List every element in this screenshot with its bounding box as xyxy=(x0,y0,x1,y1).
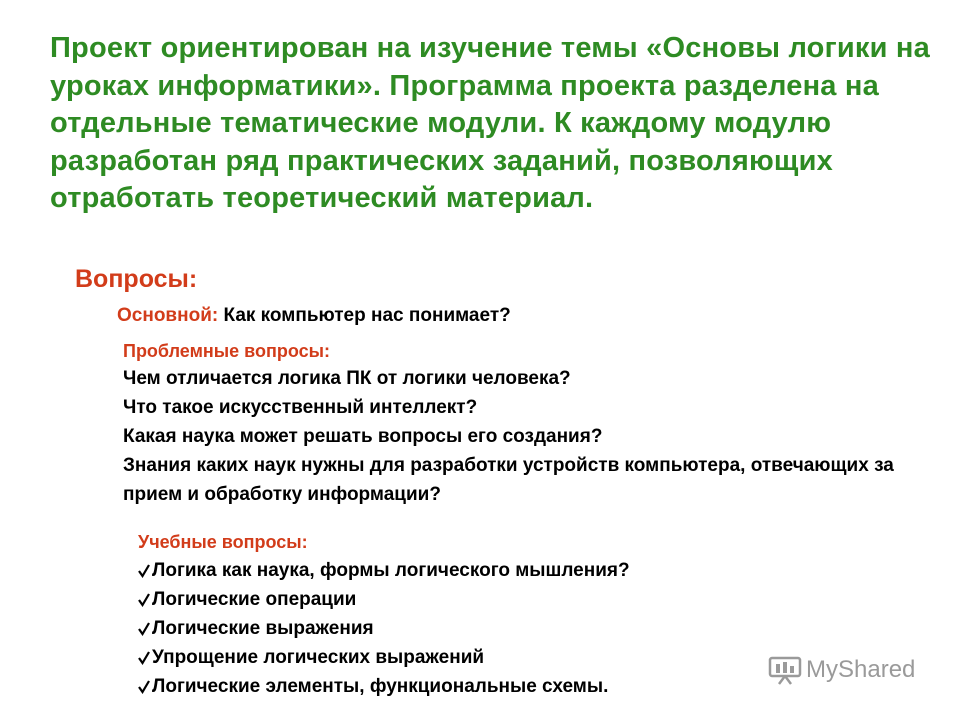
study-question-text: Логические операции xyxy=(152,589,357,610)
problem-question-item: Чем отличается логика ПК от логики человека? xyxy=(123,368,571,389)
checkmark-bullet-icon xyxy=(138,680,150,694)
study-question-text: Логические выражения xyxy=(152,618,374,639)
watermark-brand: MyShared xyxy=(806,656,916,683)
study-question-text: Логические элементы, функциональные схемы. xyxy=(152,676,609,697)
checkmark-bullet-icon xyxy=(138,593,150,607)
checkmark-bullet-icon xyxy=(138,651,150,665)
problem-question-item: Знания каких наук нужны для разработки устройств компьютера, отвечающих за прием и обработку информации? xyxy=(123,455,894,505)
study-question-item xyxy=(138,556,938,585)
main-question-label: Основной: xyxy=(117,305,219,326)
study-questions-title: Учебные вопросы: xyxy=(138,532,308,552)
study-question-text: Упрощение логических выражений xyxy=(152,647,485,668)
intro-paragraph: Проект ориентирован на изучение темы «Основы логики на уроках информатики». Программа проекта разделена на отдельные тематические модули. К каждому модулю разработан ряд практических заданий, позволяющих отработать теоретический материал. xyxy=(50,32,930,214)
main-question-text: Как компьютер нас понимает? xyxy=(223,305,511,326)
main-question xyxy=(117,305,511,327)
study-question-item xyxy=(138,585,938,614)
problem-questions xyxy=(123,338,923,509)
study-question-text: Логика как наука, формы логического мышления? xyxy=(152,560,630,581)
study-question-item xyxy=(138,614,938,643)
problem-question-item: Что такое искусственный интеллект? xyxy=(123,397,478,418)
checkmark-bullet-icon xyxy=(138,564,150,578)
problem-question-item: Какая наука может решать вопросы его создания? xyxy=(123,426,603,447)
myshared-watermark xyxy=(768,655,915,685)
questions-heading: Вопросы: xyxy=(75,265,198,293)
presentation-board-icon xyxy=(768,655,802,685)
problem-questions-title: Проблемные вопросы: xyxy=(123,341,330,361)
checkmark-bullet-icon xyxy=(138,622,150,636)
